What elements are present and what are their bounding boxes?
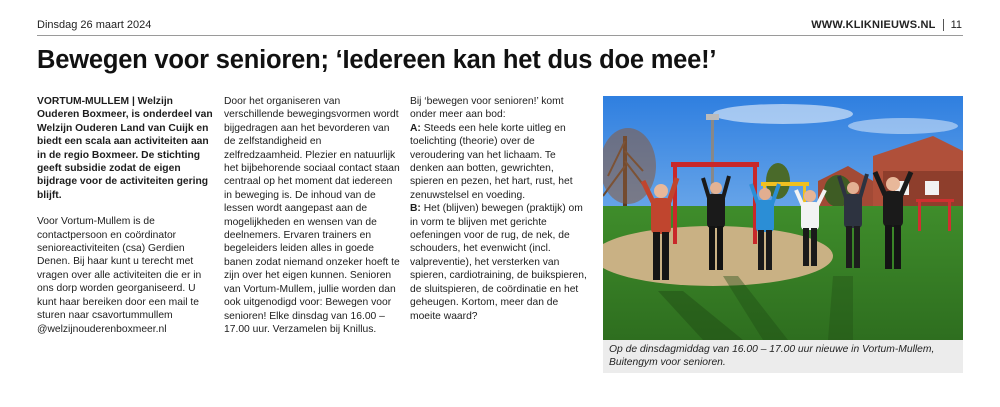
header-rule (37, 35, 963, 36)
article-headline: Bewegen voor senioren; ‘Iedereen kan het dus doe mee!’ (37, 46, 717, 74)
article-column-1 (37, 95, 215, 349)
topic-a-text: Steeds een hele korte uitleg en toelichting (theorie) over de veroudering van het lichaam. Te denken aan botten, gewrichten, spieren en pezen, het hart, rust, het zenuwstelsel en voeding. (410, 122, 573, 201)
article-column-2 (224, 95, 400, 349)
photo-caption: Op de dinsdagmiddag van 16.00 – 17.00 uur nieuwe in Vortum-Mullem, Buitengym voor senioren. (603, 340, 963, 373)
program-paragraph: Door het organiseren van verschillende bewegingsvormen wordt bijgedragen aan het bevorderen van de zelfstandigheid en zelfredzaamheid. Plezier en natuurlijk het bijbehorende sociaal contact staan centraal op het moment dat iedereen in beweging is. De inhoud van de lessen wordt aangepast aan de mogelijkheden en wensen van de deelnemers. Ervaren trainers en begeleiders leiden alles in goede banen zodat niemand onzeker hoeft te zijn over het eigen kunnen. Senioren van Vortum-Mullem, jullie worden dan ook uitgenodigd voor: Bewegen voor senioren! Elke dinsdag van 16.00 – 17.00 uur. Verzamelen bij Knillus. (224, 96, 400, 335)
article-column-3 (410, 95, 590, 336)
topic-b-label: B: (410, 203, 421, 215)
topic-a (410, 122, 590, 202)
topic-b-text: Het (blijven) bewegen (praktijk) om in vorm te blijven met gerichte oefeningen voor de rug, de nek, de schouders, het evenwicht (incl. valpreventie), het versterken van spieren, cardiotraining, de buikspieren, de sluitspieren, de coördinatie en het geheugen. Kortom, meer dan de moeite waard? (410, 203, 587, 322)
article-photo (603, 96, 963, 340)
site-url[interactable]: WWW.KLIKNIEUWS.NL (811, 19, 936, 31)
topic-b (410, 202, 590, 323)
contact-paragraph: Voor Vortum-Mullem is de contactpersoon en coördinator senioreactiviteiten (csa) Gerdien Denen. Bij haar kunt u terecht met vragen over alle activiteiten die er in ons dorp worden georganiseerd. U kunt haar bereiken door een mail te sturen naar csavortummullem @welzijnouderenboxmeer.nl (37, 216, 202, 335)
issue-date: Dinsdag 26 maart 2024 (37, 19, 152, 31)
page-number: 11 (950, 19, 962, 31)
article-lead: VORTUM-MULLEM | Welzijn Ouderen Boxmeer, is onderdeel van Welzijn Ouderen Land van Cuijk en biedt een scala aan activiteiten aan in de regio Boxmeer. De stichting geeft subsidie zodat de eigen bijdrage voor de activiteiten gering blijft. (37, 96, 213, 201)
topics-intro: Bij ‘bewegen voor senioren!’ komt onder meer aan bod: (410, 96, 564, 121)
outdoor-gym-photo (603, 96, 963, 340)
header-separator (943, 19, 944, 31)
topic-a-label: A: (410, 122, 421, 134)
masthead (811, 19, 962, 31)
